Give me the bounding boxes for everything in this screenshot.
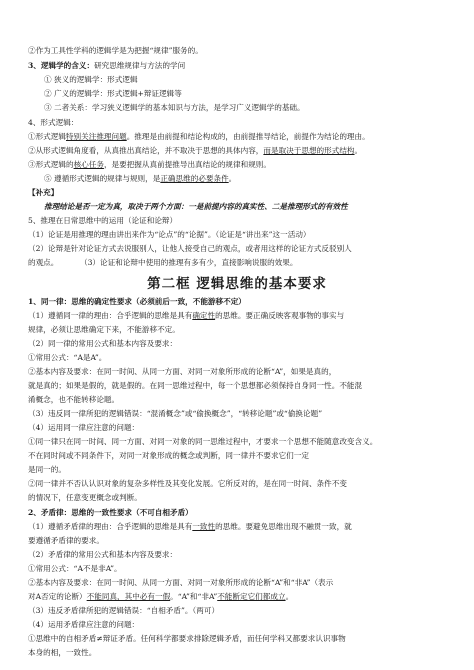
text-span: ③形式逻辑的 — [28, 160, 74, 169]
text-line: ②基本内容及要求：在同一时间、从同一方面、对同一对象所形成的论断“A”和“非A”（表示 — [28, 578, 334, 587]
text-span: ，是要把握从真前提推导出真结论的规律和规则。 — [103, 160, 271, 169]
underlined-text: 核心任务 — [73, 160, 104, 169]
section-heading-identity-law: 1、同一律：思维的确定性要求（必须前后一致，不能游移不定） — [28, 297, 246, 306]
text-line: （2）论辩是针对论证方式去说服别人，让他人接受自己的观点，或者用这样的论证方式反驳别人 — [28, 244, 352, 253]
text-line — [28, 146, 446, 156]
text-line — [28, 522, 446, 532]
section-title: 第二框 逻辑思维的基本要求 — [147, 276, 327, 292]
text-line: （3）论证和论辩中使用的推理有多有少，直接影响说服的效果。 — [80, 258, 298, 267]
underlined-text: 不能同真，其中必有一假 — [86, 592, 171, 601]
text-line: ②基本内容及要求：在同一时间、从同一方面、对同一对象所形成的论断“A”，如果是真的， — [28, 367, 337, 376]
text-span: 的思维。要避免思维出现不融贯一致，就 — [215, 522, 352, 531]
underlined-text: 而是取决于思想的形式结构 — [263, 146, 355, 155]
underlined-text: 特别关注推理问题 — [65, 132, 127, 141]
text-span: ②从形式逻辑角度看，从真推出真结论，并不取决于思想的具体内容， — [28, 146, 264, 155]
underlined-text: 正确思维的必要条件 — [160, 174, 229, 183]
text-line: 淆概念，也不能转移论题。 — [28, 395, 120, 404]
text-span: 。推理是由前提和结论构成的，由前提推导结论，前提作为结论的理由。 — [126, 132, 370, 141]
text-line: ①思维中的自相矛盾≠辩证矛盾。任何科学都要求排除逻辑矛盾，而任何学科又都要求认识事物 — [28, 634, 346, 643]
text-line: 就是真的；如果是假的，就是假的。在同一思维过程中，每一个思想都必须保持自身同一性。不能混 — [28, 381, 363, 390]
underlined-text: 一致性 — [192, 522, 216, 531]
supplement-heading: 【补充】 — [28, 188, 59, 197]
text-span: ⑤ 遵循形式逻辑的规律与规则，是 — [44, 174, 161, 183]
text-line: ①常用公式：“A是A”。 — [28, 353, 107, 362]
text-line: ①常用公式：“A不是非A”。 — [28, 564, 122, 573]
text-line: 是同一的。 — [28, 465, 66, 474]
text-span: 对A否定的论断） — [28, 592, 87, 601]
text-line: （4）运用矛盾律应注意的问题： — [28, 620, 140, 629]
text-line: （1）论证是用推理的理由讲出来作为“论点”的“论据”。（论证是“讲出来”这一活动） — [28, 230, 311, 239]
text-span: 。 — [285, 592, 294, 601]
text-line: ③ 二者关系：学习狭义逻辑学的基本知识与方法，是学习广义逻辑学的基础。 — [44, 103, 305, 112]
text-line: 不在同时间或不同条件下，对同一对象形成的概念或判断，同一律并不要求它们一定 — [28, 451, 309, 460]
text-line: （3）违反同一律所犯的逻辑错误：“混淆概念”或“偷换概念”，“转移论题”或“偷换论题” — [28, 409, 323, 418]
text-line: ②作为工具性学科的逻辑学是为把握“规律”服务的。 — [28, 46, 203, 55]
text-line: ② 广义的逻辑学：形式逻辑+辩证逻辑等 — [44, 89, 182, 98]
text-line: 本身的相，一致性。 — [28, 648, 97, 657]
text-span: 研究思维规律与方法的学问 — [94, 61, 186, 70]
heading-label: 3、逻辑学的含义： — [28, 61, 95, 70]
text-line — [28, 160, 446, 170]
text-span: （1）遵循矛盾律的理由：合乎逻辑的思维是具有 — [28, 522, 193, 531]
text-line: 规律，必须让思维确定下来，不能游移不定。 — [28, 325, 180, 334]
text-line — [28, 132, 446, 142]
text-line: ②同一律并不否认认识对象的复杂多样性及其变化发展。它所反对的，是在同一时间、条件不变 — [28, 479, 347, 488]
underlined-text: 确定性 — [192, 311, 216, 320]
text-span: ①形式逻辑 — [28, 132, 66, 141]
text-line: 的情况下，任意变更概念或判断。 — [28, 493, 142, 502]
text-line: 的观点。 — [28, 258, 59, 267]
text-line: 5、推理在日常思维中的运用（论证和论辩） — [28, 216, 178, 225]
text-line: （2）矛盾律的常用公式和基本内容及要求： — [28, 550, 178, 559]
text-span: 。 — [354, 146, 363, 155]
text-span: （1）遵循同一律的理由：合乎逻辑的思维是具有 — [28, 311, 193, 320]
text-span: 的思维。要正确反映客观事物的事实与 — [215, 311, 345, 320]
text-line — [28, 592, 446, 602]
section-heading-contradiction-law: 2、矛盾律：思维的一致性要求（不可自相矛盾） — [28, 508, 193, 517]
section-heading-formal-logic: 4、形式逻辑： — [28, 118, 79, 127]
underlined-text: 不能断定它们都成立 — [217, 592, 286, 601]
text-line — [28, 311, 446, 321]
text-line: （2）同一律的常用公式和基本内容及要求： — [28, 339, 178, 348]
text-span: 。“A”和“非A” — [170, 592, 218, 601]
text-span: 。 — [228, 174, 237, 183]
section-heading-logic-meaning — [28, 61, 446, 71]
text-line: ①同一律只在同一时间、同一方面、对同一对象的同一思维过程中，才要求一个思想不能随意改变含义。 — [28, 437, 378, 446]
text-line: 要遵循矛盾律的要求。 — [28, 536, 104, 545]
supplement-text: 推理结论是否一定为真，取决于两个方面：一是前提内容的真实性、二是推理形式的有效性 — [44, 202, 348, 211]
text-line: ① 狭义的逻辑学：形式逻辑 — [44, 75, 138, 84]
text-line: （4）运用同一律应注意的问题： — [28, 423, 140, 432]
text-line: （3）违反矛盾律所犯的逻辑错误：“自相矛盾”。（两可） — [28, 606, 220, 615]
text-line — [44, 174, 446, 184]
